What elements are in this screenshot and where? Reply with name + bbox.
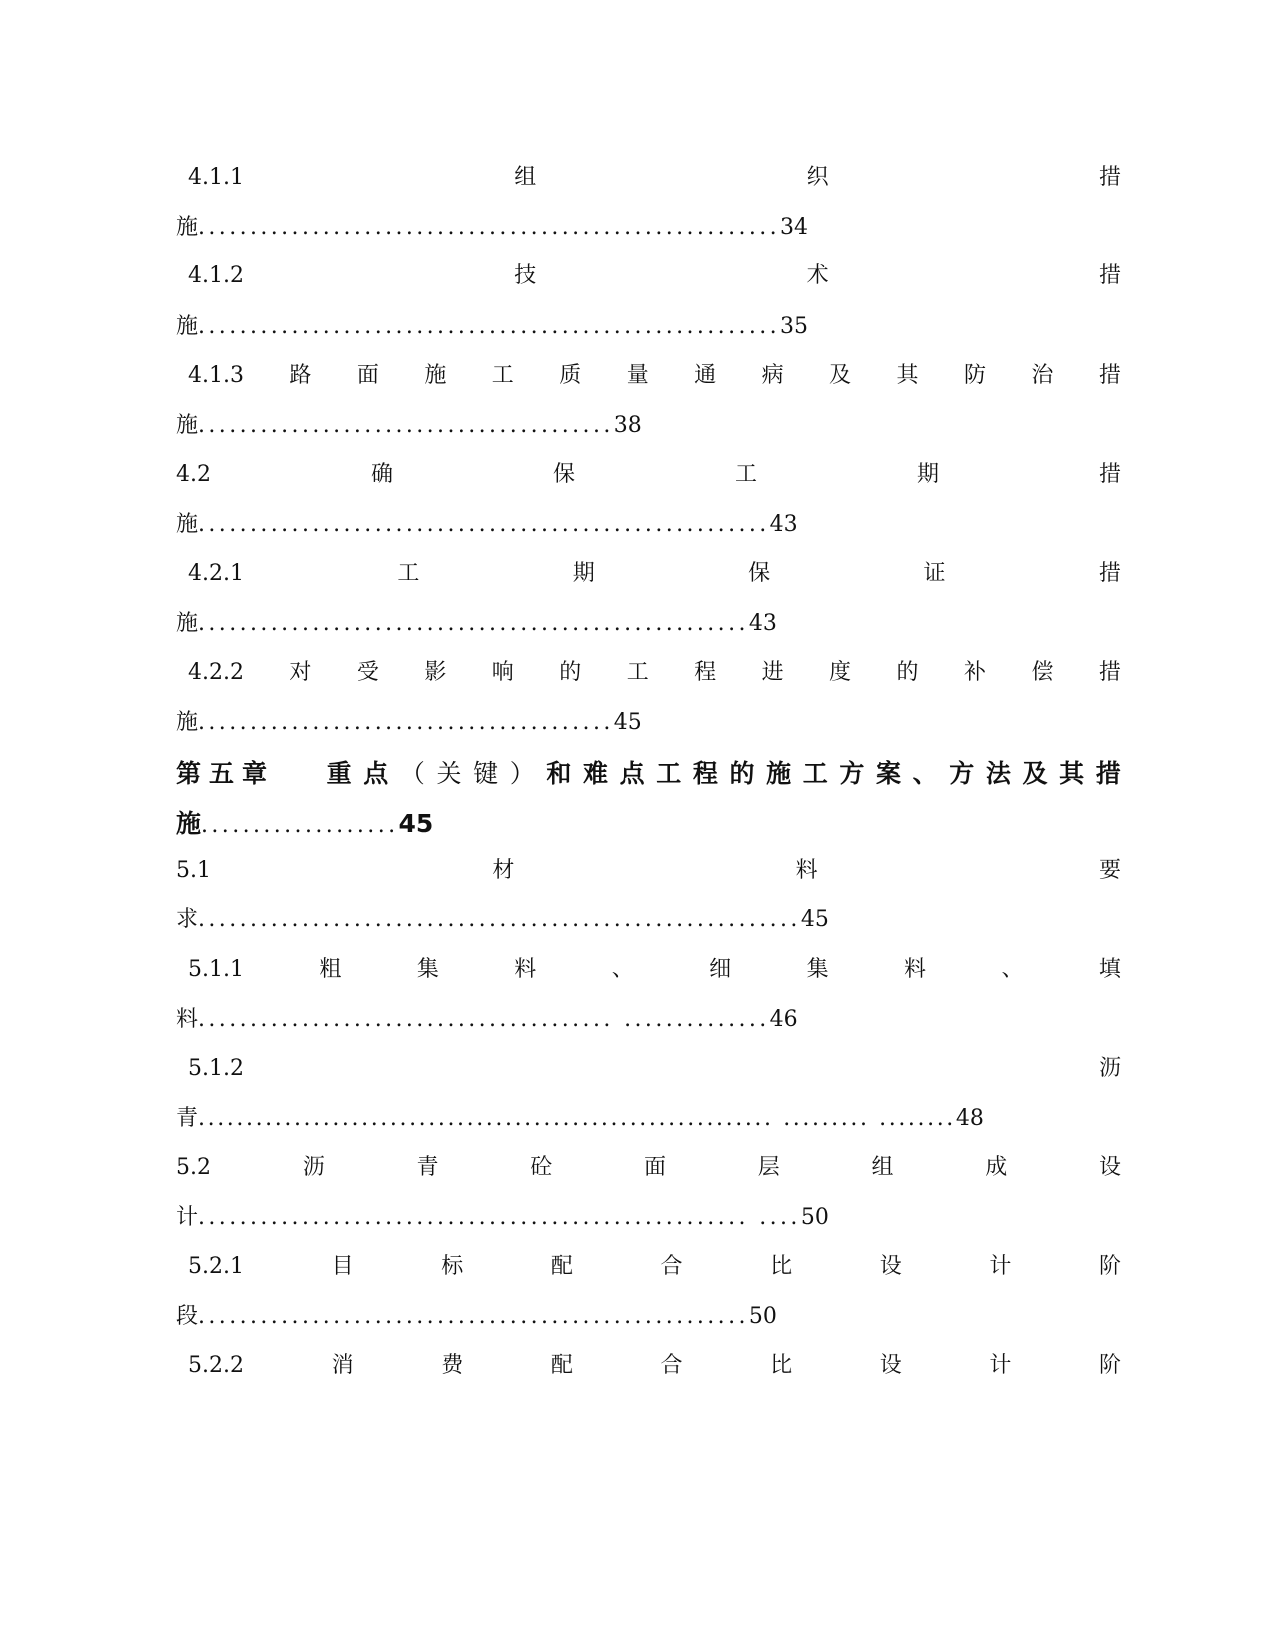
toc-page-number: 45 [800,907,829,932]
toc-title-char: 成 [985,1155,1008,1180]
toc-title-char: 其 [1059,759,1085,788]
toc-title-char: 措 [1098,561,1121,586]
toc-title-char: 措 [1098,165,1121,190]
toc-title-char: 保 [552,462,575,487]
toc-title-char: 工 [802,759,828,788]
toc-entry-4-2-2[interactable] [176,656,1121,690]
dot-leader: ..................................................... [198,611,749,636]
toc-entry-4-1-2-continuation[interactable] [176,310,1121,344]
toc-title-char: 程 [694,660,717,685]
toc-title-char: 设 [879,1353,902,1378]
toc-page-number: 34 [780,215,809,240]
toc-chapter-5[interactable] [176,754,1121,794]
toc-title-char: 粗 [319,957,342,982]
toc-title-char: 配 [550,1353,573,1378]
dot-leader: ............................................................ ......... ........ [198,1106,956,1131]
dot-leader: ....................................................... [198,512,770,537]
toc-title-char: 病 [761,363,784,388]
toc-title-char: 术 [806,263,829,288]
toc-title-char: 措 [1098,462,1121,487]
toc-entry-5-2-1-continuation[interactable] [176,1300,1121,1334]
toc-title-char: 施 [176,809,202,838]
toc-title-char: 受 [356,660,379,685]
toc-chapter-5-continuation[interactable] [176,804,1121,844]
toc-title-char: 及 [1022,759,1048,788]
toc-title-char: 通 [694,363,717,388]
toc-title-char: 消 [331,1353,354,1378]
toc-title-char: 的 [559,660,582,685]
toc-title-char: 治 [1031,363,1054,388]
toc-number: 5.1 [176,858,211,883]
toc-title-char: 对 [289,660,312,685]
toc-title-char: 组 [871,1155,894,1180]
toc-number: 4.2.1 [188,561,244,586]
toc-entry-4-2-1-continuation[interactable] [176,607,1121,641]
chapter-number: 第五章 [176,759,276,788]
toc-page-number: 45 [398,809,434,838]
toc-title-char: 计 [989,1353,1012,1378]
toc-number: 4.1.3 [188,363,244,388]
toc-title-char: 阶 [1098,1353,1121,1378]
toc-number: 4.2.2 [188,660,244,685]
toc-page-number: 48 [955,1106,984,1131]
toc-number: 4.2 [176,462,211,487]
toc-entry-5-1-1-continuation[interactable] [176,1003,1121,1037]
toc-title-char: 点 [619,759,645,788]
toc-title-char: 、 [912,759,938,788]
toc-title-char: 键 [473,759,499,788]
toc-page-number: 50 [800,1205,829,1230]
toc-title-char: 料 [795,858,818,883]
toc-title-char: 青 [176,1106,199,1131]
toc-title-char: 料 [904,957,927,982]
toc-title-char: 期 [572,561,595,586]
toc-title-char: 织 [806,165,829,190]
toc-title-char: 期 [916,462,939,487]
toc-page-number: 43 [769,512,798,537]
toc-title-char: 求 [176,907,199,932]
toc-entry-4-1-3-continuation[interactable] [176,409,1121,443]
toc-page-number: 50 [748,1304,777,1329]
toc-entry-4-1-2[interactable] [176,259,1121,293]
toc-title-char: 其 [896,363,919,388]
toc-entry-4-2-1[interactable] [176,557,1121,591]
toc-title-char: 计 [989,1254,1012,1279]
toc-title-char: 措 [1098,363,1121,388]
toc-title-char: 措 [1098,263,1121,288]
toc-page-number: 45 [613,710,642,735]
toc-entry-5-1-continuation[interactable] [176,903,1121,937]
toc-title-char: 和 [546,759,572,788]
toc-entry-4-1-1-continuation[interactable] [176,211,1121,245]
toc-title-char: 配 [550,1254,573,1279]
toc-title-char: 集 [416,957,439,982]
toc-title-char: 比 [770,1254,793,1279]
toc-page-number: 38 [613,413,642,438]
toc-title-char: 沥 [302,1155,325,1180]
toc-title-char: 、 [1001,957,1024,982]
toc-title-char: 方 [839,759,865,788]
toc-number: 5.2 [176,1155,211,1180]
toc-title-char: 沥 [1098,1056,1121,1081]
toc-title-char: 青 [416,1155,439,1180]
toc-title-char: 细 [709,957,732,982]
toc-title-char: 工 [734,462,757,487]
dot-leader: ........................................................ [198,314,781,339]
toc-entry-5-1[interactable] [176,854,1121,888]
toc-entry-5-1-1[interactable] [176,953,1121,987]
toc-title-char: 合 [660,1353,683,1378]
toc-number: 5.2.1 [188,1254,244,1279]
toc-title-char: 路 [289,363,312,388]
toc-title-char: 确 [370,462,393,487]
toc-title-char: 证 [923,561,946,586]
dot-leader: .......................................................... [198,907,801,932]
toc-title-char: 料 [514,957,537,982]
dot-leader: ................... [201,813,399,838]
toc-title-char: 工 [491,363,514,388]
toc-title-char: 设 [1098,1155,1121,1180]
toc-title-char: 防 [963,363,986,388]
toc-title-char: 层 [757,1155,780,1180]
toc-title-char: 度 [829,660,852,685]
toc-number: 4.1.2 [188,263,244,288]
toc-title-char: 施 [176,611,199,636]
toc-title-char: 砼 [530,1155,553,1180]
toc-title-char: 保 [748,561,771,586]
toc-title-char: 组 [514,165,537,190]
toc-title-char: 质 [559,363,582,388]
toc-entry-4-1-1[interactable] [176,161,1121,195]
dot-leader: ..................................................... .... [198,1205,801,1230]
toc-title-char: 费 [441,1353,464,1378]
toc-number: 4.1.1 [188,165,244,190]
toc-page-number: 46 [769,1007,798,1032]
toc-title-char: 集 [806,957,829,982]
toc-title-char: 施 [176,215,199,240]
toc-title-char: 响 [491,660,514,685]
toc-page-number: 35 [780,314,809,339]
toc-title-char: 方 [949,759,975,788]
toc-title-char: 计 [176,1205,199,1230]
toc-title-char: 的 [896,660,919,685]
toc-entry-4-2-2-continuation[interactable] [176,706,1121,740]
toc-title-char: 的 [729,759,755,788]
toc-title-char: 阶 [1098,1254,1121,1279]
toc-title-char: 目 [331,1254,354,1279]
toc-title-char: 施 [176,512,199,537]
toc-page-number: 43 [748,611,777,636]
dot-leader: ........................................ .............. [198,1007,770,1032]
toc-title-char: 、 [611,957,634,982]
toc-title-char: 重 [326,759,352,788]
toc-title-char: 比 [770,1353,793,1378]
toc-title-char: 施 [424,363,447,388]
toc-title-char: 填 [1098,957,1121,982]
toc-title-char: 措 [1095,759,1121,788]
toc-title-char: 段 [176,1304,199,1329]
toc-title-char: 施 [176,710,199,735]
toc-number: 5.1.1 [188,957,244,982]
toc-title-char: 技 [514,263,537,288]
toc-title-char: 关 [436,759,462,788]
toc-title-char: 工 [656,759,682,788]
toc-title-char: 影 [424,660,447,685]
toc-title-char: 面 [356,363,379,388]
toc-title-char: 要 [1098,858,1121,883]
toc-entry-5-2-2[interactable] [176,1349,1121,1383]
toc-title-char: 工 [626,660,649,685]
toc-title-char: 偿 [1031,660,1054,685]
toc-number: 5.2.2 [188,1353,244,1378]
toc-entry-5-2-1[interactable] [176,1250,1121,1284]
toc-title-char: 及 [829,363,852,388]
toc-title-char: 面 [643,1155,666,1180]
toc-title-char: 量 [626,363,649,388]
toc-number: 5.1.2 [188,1056,244,1081]
dot-leader: ........................................ [198,710,614,735]
toc-entry-5-2-continuation[interactable] [176,1201,1121,1235]
toc-title-char: 补 [963,660,986,685]
toc-title-char: 施 [176,413,199,438]
dot-leader: ..................................................... [198,1304,749,1329]
toc-entry-5-2[interactable] [176,1151,1121,1185]
toc-title-char: 合 [660,1254,683,1279]
toc-title-char: 设 [879,1254,902,1279]
dot-leader: ........................................ [198,413,614,438]
toc-title-char: 措 [1098,660,1121,685]
toc-entry-4-1-3[interactable] [176,359,1121,393]
toc-title-char: 材 [492,858,515,883]
toc-title-char: 料 [176,1007,199,1032]
toc-entry-5-1-2-continuation[interactable] [176,1102,1121,1136]
close-paren: ） [509,759,535,788]
toc-entry-4-2-continuation[interactable] [176,508,1121,542]
toc-title-char: 标 [441,1254,464,1279]
toc-title-char: 法 [985,759,1011,788]
toc-title-char: 施 [766,759,792,788]
toc-title-char: 点 [363,759,389,788]
toc-title-char: 难 [583,759,609,788]
dot-leader: ........................................................ [198,215,781,240]
toc-title-char: 工 [397,561,420,586]
toc-title-char: 施 [176,314,199,339]
toc-title-char: 进 [761,660,784,685]
toc-entry-5-1-2[interactable] [176,1052,1121,1086]
toc-entry-4-2[interactable] [176,458,1121,492]
toc-title-char: 案 [876,759,902,788]
open-paren: （ [399,759,425,788]
toc-title-char: 程 [692,759,718,788]
